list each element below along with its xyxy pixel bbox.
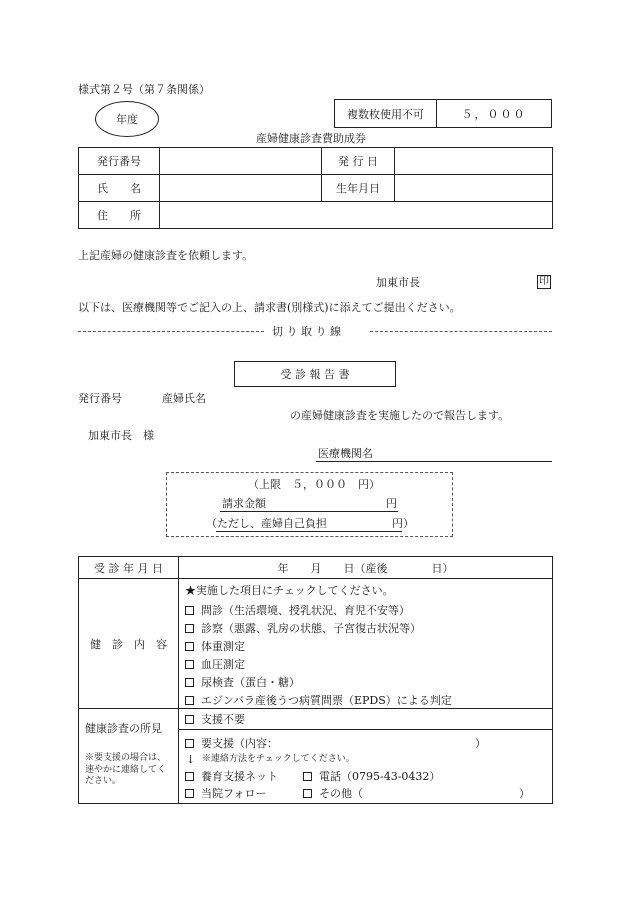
coupon-table [78,147,553,229]
findings-divider [179,729,552,730]
request-text: 上記産婦の健康診査を依頼します。 [78,249,254,262]
item-label: 尿検査（蛋白・糖） [201,676,300,689]
option-label: 電話（0795-43-0432） [319,770,441,783]
self-pay-close: 円） [392,517,414,530]
net-option[interactable] [185,771,278,782]
follow-option[interactable] [185,788,266,799]
seal-box [537,275,551,289]
no-support-option[interactable] [185,714,245,725]
checkbox[interactable] [185,696,194,705]
checkbox[interactable] [185,678,194,687]
checkbox[interactable] [185,642,194,651]
checkbox[interactable] [185,606,194,615]
issue-date-field[interactable] [395,148,553,175]
checkbox[interactable] [185,789,194,798]
cut-line-right [370,331,552,332]
exam-date-value: 年 月 日（産後 日） [179,557,553,579]
arrow-down-icon: ↓ [186,753,196,766]
form-number: 様式第２号（第７条関係） [78,83,210,96]
need-support-option[interactable] [185,738,278,749]
checkbox[interactable] [303,772,312,781]
findings-cell [179,709,553,804]
exam-content-label: 健 診 内 容 [79,579,179,709]
report-addressee: 加東市長 様 [88,429,154,442]
exam-content-cell [179,579,553,709]
item-label: 診察（悪露、乳房の状態、子宮復古状況等） [201,622,421,635]
option-label: その他（ [319,787,363,800]
option-label: 支援不要 [201,713,245,726]
report-done-text: の産婦健康診査を実施したので報告します。 [290,409,510,422]
self-pay-open: （ただし、産婦自己負担 [206,517,327,530]
address-label: 住 所 [79,202,160,229]
findings-note: ※要支援の場合は、速やかに連絡してください。 [85,753,167,787]
issue-no-label: 発行番号 [79,148,160,175]
checkbox[interactable] [185,772,194,781]
birth-date-field[interactable] [395,175,553,202]
birth-date-label: 生年月日 [322,175,395,202]
item-interview[interactable] [185,605,410,616]
amount-box [334,99,552,128]
instruction-text: 以下は、医療機関等でご記入の上、請求書(別様式)に添えてご提出ください。 [78,301,461,314]
item-exam[interactable] [185,623,421,634]
name-label: 氏 名 [79,175,160,202]
item-label: 体重測定 [201,640,245,653]
checkbox[interactable] [185,739,194,748]
checkbox[interactable] [185,715,194,724]
need-support-close: ） [475,737,486,750]
self-pay-underline [216,531,402,532]
checkbox[interactable] [185,660,194,669]
item-label: エジンバラ産後うつ病質問票（EPDS）による判定 [201,694,452,707]
checkbox[interactable] [185,624,194,633]
item-epds[interactable] [185,695,452,706]
mayor-name: 加東市長 [376,276,420,289]
clinic-label: 医療機関名 [318,447,373,460]
exam-date-label: 受 診 年 月 日 [79,557,179,579]
report-title: 受 診 報 告 書 [280,368,350,381]
item-blood-pressure[interactable] [185,659,245,670]
cut-line-label: 切 り 取 り 線 [272,325,341,338]
check-instruction: ★実施した項目にチェックしてください。 [185,584,394,597]
option-label: 要支援（内容： [201,737,278,750]
option-label: 養育支援ネット [201,770,278,783]
report-title-box [234,361,396,387]
other-option[interactable] [303,788,363,799]
item-urine[interactable] [185,677,300,688]
issue-date-label: 発 行 日 [322,148,395,175]
name-field[interactable] [160,175,322,202]
cut-line-left [78,331,264,332]
option-label: 当院フォロー [201,787,267,800]
claim-underline [220,511,398,512]
limit-text: （上限 ５，０００ 円） [248,478,380,491]
other-close: ） [519,787,530,800]
findings-label: 健康診査の所見 [85,722,162,735]
no-multi-label: 複数枚使用不可 [335,100,437,128]
seal-label: 印 [539,276,549,287]
item-label: 問診（生活環境、授乳状況、育児不安等） [201,604,410,617]
findings-label-cell [79,709,179,804]
phone-option[interactable] [303,771,440,782]
checkbox[interactable] [303,789,312,798]
clinic-underline [316,461,552,462]
claim-label: 請求金額 [222,497,266,510]
amount-value: ５，０００ [437,100,552,128]
item-weight[interactable] [185,641,245,652]
report-patient-label: 産婦氏名 [162,392,206,405]
era-year-oval [95,101,159,137]
item-label: 血圧測定 [201,658,245,671]
era-year-label: 年度 [116,113,138,126]
claim-yen: 円 [386,497,397,510]
exam-table [78,556,553,804]
contact-note: ※連絡方法をチェックしてください。 [202,754,355,764]
report-issue-no-label: 発行番号 [78,392,122,405]
issue-no-field[interactable] [160,148,322,175]
address-field[interactable] [160,202,553,229]
coupon-title: 産婦健康診査費助成券 [256,132,366,145]
